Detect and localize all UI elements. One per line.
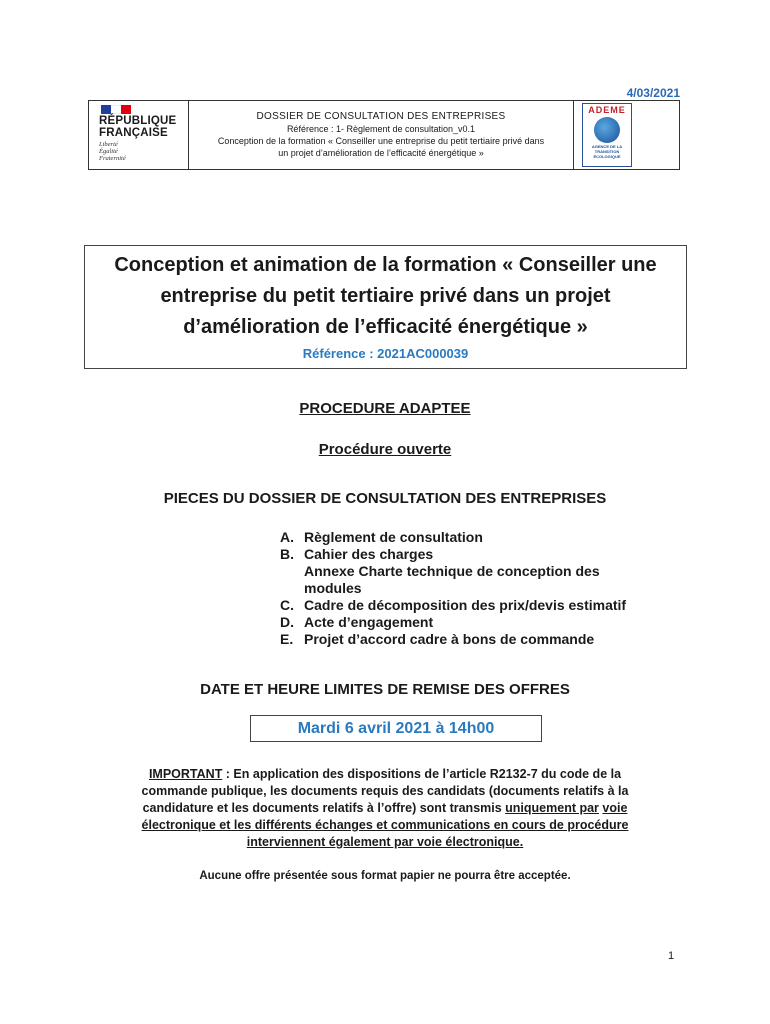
ademe-sub3: ÉCOLOGIQUE	[593, 154, 621, 159]
republic-motto	[99, 141, 126, 162]
list-text: Cahier des charges	[304, 546, 434, 562]
list-text: Règlement de consultation	[304, 529, 483, 545]
important-text3a: candidature et les documents relatifs à l’offre) sont transmis	[142, 801, 506, 815]
document-date: 4/03/2021	[626, 86, 680, 100]
list-text: Projet d’accord cadre à bons de commande	[304, 631, 595, 647]
globe-icon	[594, 117, 620, 143]
list-item	[280, 631, 626, 648]
dossier-title: DOSSIER DE CONSULTATION DES ENTREPRISES	[256, 111, 506, 122]
important-line2: commande publique, les documents requis des candidats (documents relatifs à la	[141, 784, 629, 798]
ademe-cell	[574, 101, 681, 169]
list-text: Annexe Charte technique de conception des	[304, 563, 600, 579]
motto-fraternite: Fraternité	[99, 155, 126, 162]
procedure-subheading: Procédure ouverte	[318, 441, 452, 458]
important-label: IMPORTANT	[148, 767, 223, 781]
list-text: Acte d’engagement	[304, 614, 434, 630]
procedure-heading: PROCEDURE ADAPTEE	[299, 400, 471, 417]
list-letter: B.	[280, 546, 294, 562]
important-line5: interviennent également par voie électronique.	[246, 835, 524, 849]
list-text: modules	[304, 580, 362, 596]
republique-line1: RÉPUBLIQUE	[99, 115, 177, 127]
list-letter: A.	[280, 529, 294, 545]
header-description	[189, 101, 574, 169]
republique-line2: FRANÇAISE	[99, 127, 168, 139]
french-flag-icon	[101, 105, 131, 114]
reference-line: Référence : 1- Règlement de consultation_v0.1	[286, 124, 476, 134]
ademe-sub2: TRANSITION	[594, 149, 620, 154]
paper-offer-note: Aucune offre présentée sous format papier ne pourra être acceptée.	[199, 870, 571, 882]
list-item	[280, 529, 626, 546]
important-notice	[110, 766, 660, 885]
page-number: 1	[668, 950, 675, 962]
list-letter: E.	[280, 631, 294, 647]
list-letter: C.	[280, 597, 294, 613]
pieces-list	[280, 529, 626, 648]
title-line3: d’amélioration de l’efficacité énergétique »	[183, 316, 588, 338]
republique-text	[99, 115, 176, 139]
conception-line2: un projet d’amélioration de l’efficacité énergétique »	[278, 148, 484, 158]
list-item	[280, 614, 626, 631]
important-line4: électronique et les différents échanges et communications en cours de procédure	[141, 818, 629, 832]
motto-liberte: Liberté	[99, 141, 118, 148]
conception-line1: Conception de la formation « Conseiller une entreprise du petit tertiaire privé dans	[217, 136, 545, 146]
title-reference: Référence : 2021AC000039	[302, 346, 469, 361]
document-title	[85, 250, 686, 343]
deadline-heading: DATE ET HEURE LIMITES DE REMISE DES OFFRES	[200, 681, 570, 698]
ademe-sub1: AGENCE DE LA	[591, 144, 623, 149]
ademe-logo	[582, 103, 632, 167]
title-line2: entreprise du petit tertiaire privé dans un projet	[160, 285, 611, 307]
pieces-heading: PIECES DU DOSSIER DE CONSULTATION DES ENTREPRISES	[163, 490, 607, 507]
title-box	[84, 245, 687, 369]
list-item	[280, 580, 626, 597]
republique-logo	[89, 101, 189, 169]
important-line1	[110, 766, 660, 783]
header-table	[88, 100, 680, 170]
list-item	[280, 563, 626, 580]
ademe-name: ADEME	[588, 105, 626, 115]
deadline-value: Mardi 6 avril 2021 à 14h00	[250, 715, 542, 742]
list-item	[280, 546, 626, 563]
important-text3d: voie	[602, 801, 628, 815]
important-text1: : En application des dispositions de l’article R2132-7 du code de la	[222, 767, 622, 781]
important-line3	[110, 800, 660, 817]
important-text3b: uniquement par	[505, 801, 599, 815]
list-item	[280, 597, 626, 614]
list-letter: D.	[280, 614, 294, 630]
motto-egalite: Égalité	[99, 148, 118, 155]
title-line1: Conception et animation de la formation « Conseiller une	[114, 254, 657, 276]
list-text: Cadre de décomposition des prix/devis estimatif	[304, 597, 627, 613]
